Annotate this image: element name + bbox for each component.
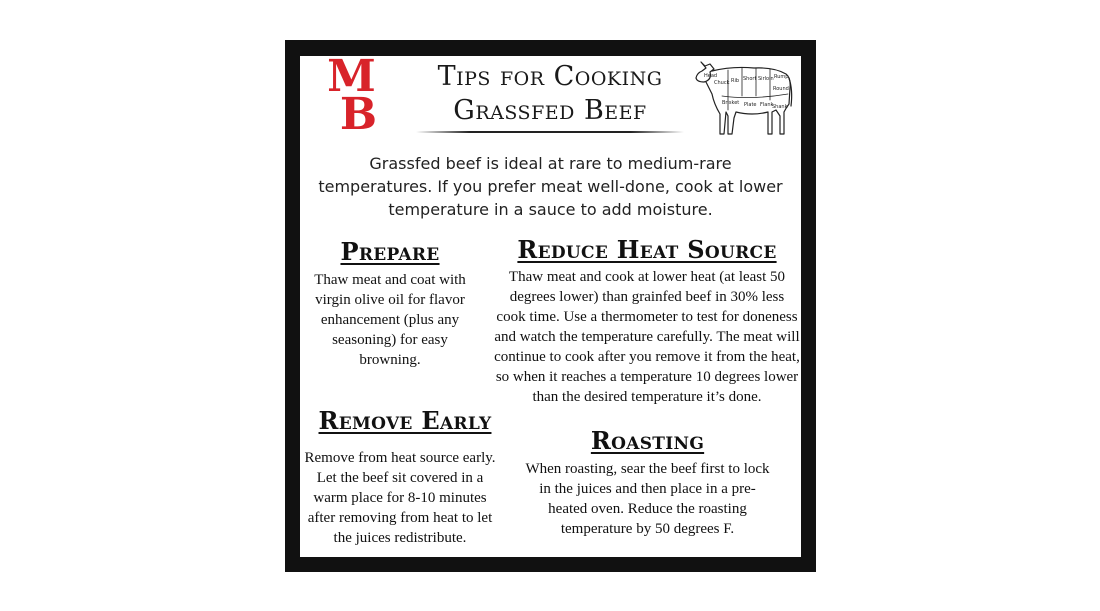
svg-text:Shank: Shank [772, 104, 788, 110]
page-title [400, 60, 700, 128]
roasting-heading: Roasting [590, 426, 705, 455]
svg-text:Head: Head [704, 73, 718, 79]
svg-text:Brisket: Brisket [722, 100, 740, 106]
prepare-heading: Prepare [340, 237, 440, 266]
tips-card [300, 56, 801, 557]
title-divider [416, 131, 684, 133]
reduce-heat-heading: Reduce Heat Source [517, 235, 777, 264]
svg-text:Rib: Rib [731, 78, 740, 84]
roasting-text: When roasting, sear the beef first to lock in the juices and then place in a pre-heated oven. Reduce the roasting temperature by 50 degrees F. [525, 461, 770, 537]
beef-cuts-cow-icon [692, 60, 794, 142]
svg-text:Short: Short [743, 76, 757, 82]
svg-text:Plate: Plate [744, 102, 757, 108]
remove-early-heading: Remove Early [318, 406, 492, 435]
logo-letter-b: B [339, 88, 377, 140]
svg-text:Sirloin: Sirloin [758, 76, 774, 82]
intro-paragraph: Grassfed beef is ideal at rare to medium-rare temperatures. If you prefer meat well-done, cook at lower temperature in a sauce to add moisture. [318, 154, 783, 219]
svg-text:Flank: Flank [760, 102, 774, 108]
reduce-heat-text: Thaw meat and cook at lower heat (at least 50 degrees lower) than grainfed beef in 30% less cook time. Use a thermometer to test for doneness and watch the temperature carefully. The meat will continue to cook after you remove it from the heat, so when it reaches a temperature 10 degrees lower than the desired temperature it’s done. [494, 269, 800, 405]
svg-text:Chuck: Chuck [714, 80, 730, 86]
logo-letter-m: M [327, 56, 375, 102]
remove-early-text: Remove from heat source early. Let the beef sit covered in a warm place for 8-10 minutes after removing from heat to let the juices redistribute. [304, 450, 496, 546]
svg-text:Round: Round [773, 86, 789, 92]
prepare-text: Thaw meat and coat with virgin olive oil for flavor enhancement (plus any seasoning) for easy browning. [314, 272, 466, 368]
title-line-2: Grassfed Beef [453, 95, 647, 126]
svg-text:Rump: Rump [774, 74, 789, 80]
mb-logo [316, 56, 386, 140]
title-line-1: Tips for Cooking [437, 61, 663, 92]
